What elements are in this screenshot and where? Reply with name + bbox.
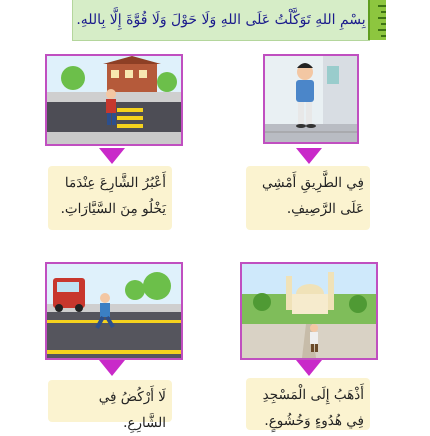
caption-mosque-text: أَذْهَبُ إِلَى الْمَسْجِدِ فِي هُدُوءٍ وَخُشُوعٍ.	[262, 387, 364, 429]
banner-text: بِسْمِ اللهِ تَوَكَّلْتُ عَلَى اللهِ وَلَا حَوْلَ وَلَا قُوَّةَ إِلَّا بِاللهِ.	[76, 12, 366, 28]
illustration-sidewalk-boy	[263, 54, 359, 144]
ruler-tab	[368, 0, 386, 40]
caption-norun-text: لَا أَرْكُضُ فِي الشَّارِعِ.	[98, 389, 166, 431]
caption-sidewalk	[246, 166, 370, 230]
arrow-down-icon	[296, 360, 322, 376]
caption-mosque	[246, 378, 370, 430]
caption-crossing	[48, 166, 172, 230]
illustration-mosque	[240, 262, 378, 360]
arrow-down-icon	[296, 148, 322, 164]
illustration-running-street	[45, 262, 183, 360]
caption-sidewalk-text: فِي الطَّرِيقِ أَمْشِي عَلَى الرَّصِيفِ.	[262, 175, 364, 217]
arrow-down-icon	[99, 148, 125, 164]
caption-norun	[48, 380, 172, 431]
basmala-banner	[72, 0, 370, 41]
caption-crossing-text: أَعْبُرُ الشَّارِعَ عِنْدَمَا يَخْلُو مِنَ السَّيَّارَاتِ.	[60, 175, 166, 217]
illustration-crossing-street	[45, 54, 183, 146]
arrow-down-icon	[99, 360, 125, 376]
